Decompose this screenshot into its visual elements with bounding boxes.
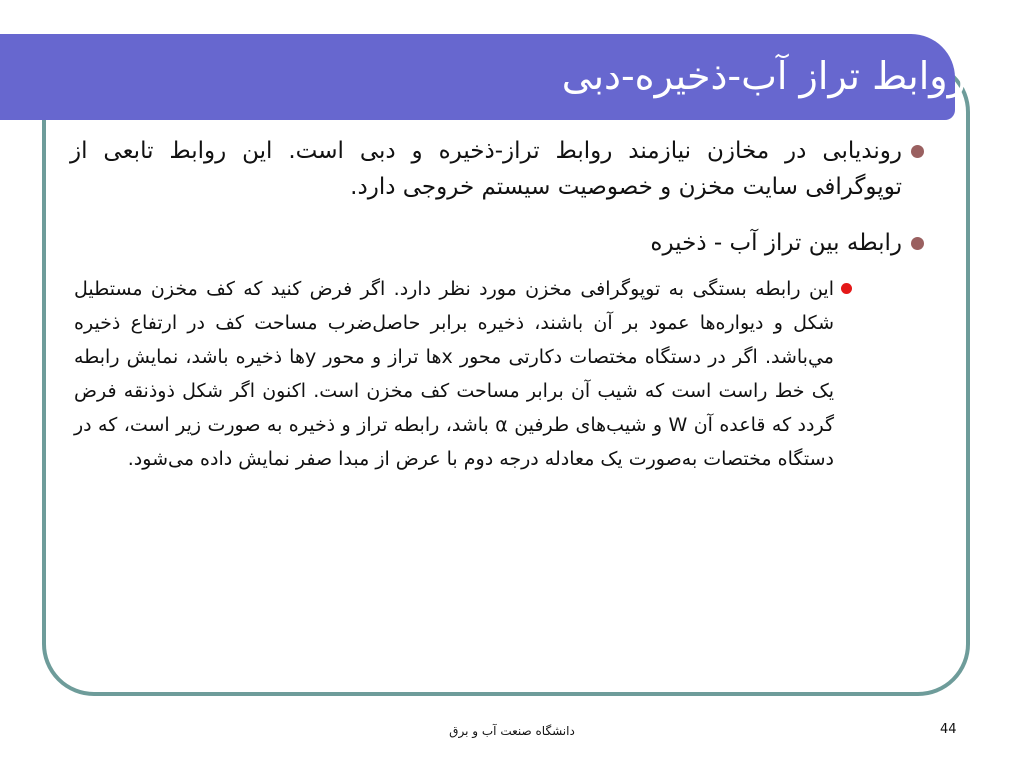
- bullet-text: رابطه بین تراز آب - ذخیره: [650, 230, 902, 256]
- bullet-text: روندیابی در مخازن نیازمند روابط تراز-ذخیره و دبی است. این روابط تابعی از توپوگرافی سایت مخزن و خصوصیت سیستم خروجی دارد.: [70, 138, 902, 200]
- bullet-dot-icon: [911, 145, 924, 158]
- sub-bullet-item: [74, 272, 882, 476]
- footer-university: دانشگاه صنعت آب و برق: [449, 724, 575, 738]
- slide-body-second: [70, 225, 930, 261]
- bullet-dot-icon: [841, 283, 852, 294]
- bullet-dot-icon: [911, 237, 924, 250]
- slide-title: روابط تراز آب-ذخيره-دبی: [561, 54, 966, 98]
- sub-bullet-text: این رابطه بستگی به توپوگرافی مخزن مورد نظر دارد. اگر فرض کنید که کف مخزن مستطیل شکل و دیواره‌ها عمود بر آن باشند، ذخیره برابر حاصل‌ضرب مساحت کف در ارتفاع ذخیره مي‌باشد. اگر در دستگاه مختصات دکارتی محور xها تراز و محور yها ذخیره باشد، نمایش رابطه یک خط راست است که شیب آن برابر مساحت کف مخزن است. اکنون اگر شکل ذوذنقه فرض گردد که قاعده آن W و شیب‌های طرفین α باشد، رابطه تراز و ذخیره به صورت زیر است، که در دستگاه مختصات به‌صورت یک معادله درجه دوم با عرض از مبدا صفر نمایش داده می‌شود.: [74, 278, 835, 470]
- bullet-item: [70, 133, 930, 205]
- slide-body: [70, 133, 930, 205]
- bullet-item: [70, 225, 930, 261]
- page-number: 44: [940, 722, 957, 737]
- sub-bullet-list: [74, 272, 882, 476]
